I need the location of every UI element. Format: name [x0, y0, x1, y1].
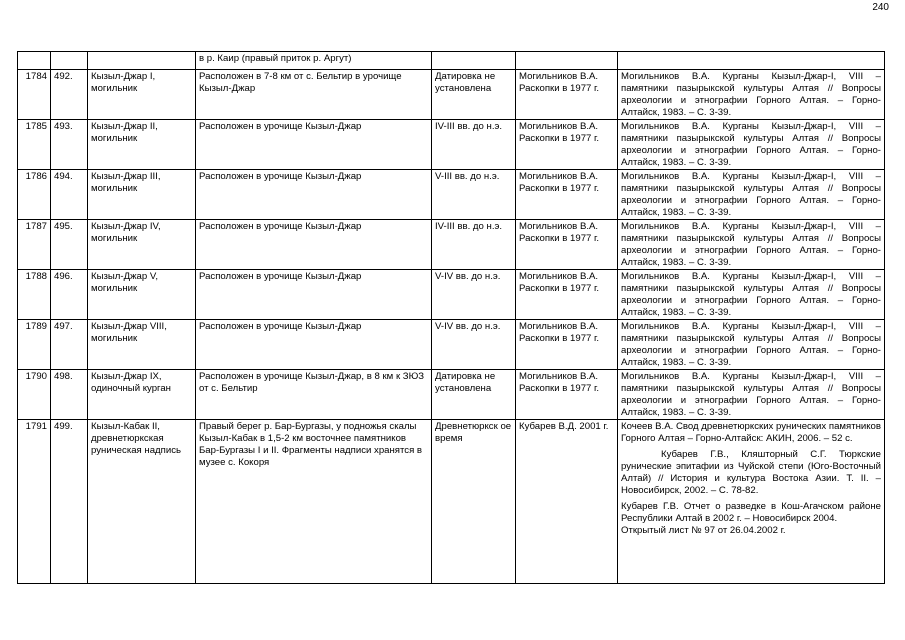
- cell-references: Могильников В.А. Курганы Кызыл-Джар-I, VIII – памятники пазырыкской культуры Алтая // Вопросы археологии и этнографии Горного Алтая. – Горно-Алтайск, 1983. – С. 3-39.: [618, 220, 885, 270]
- cell-global-number: 1786: [18, 170, 51, 220]
- cell-location: Расположен в урочище Кызыл-Джар: [196, 220, 432, 270]
- table-row: [18, 320, 885, 370]
- cell-site-name: Кызыл-Кабак II, древнетюркская руническая надпись: [88, 420, 196, 584]
- registry-table: [17, 51, 885, 584]
- table-row: [18, 420, 885, 584]
- cell-local-number: 498.: [51, 370, 88, 420]
- cell-location: Расположен в урочище Кызыл-Джар: [196, 270, 432, 320]
- cell-dating: IV-III вв. до н.э.: [432, 220, 516, 270]
- cell-researcher: Могильников В.А. Раскопки в 1977 г.: [516, 220, 618, 270]
- cell-dating: Древнетюркск ое время: [432, 420, 516, 584]
- cell-dating: V-IV вв. до н.э.: [432, 320, 516, 370]
- cell-location: Правый берег р. Бар-Бургазы, у подножья скалы Кызыл-Кабак в 1,5-2 км восточнее памятников Бар-Бургазы I и II. Фрагменты надписи хранятся в музее с. Кокоря: [196, 420, 432, 584]
- cell-location: Расположен в урочище Кызыл-Джар: [196, 170, 432, 220]
- cell-empty: [88, 52, 196, 70]
- cell-site-name: Кызыл-Джар II, могильник: [88, 120, 196, 170]
- cell-global-number: 1789: [18, 320, 51, 370]
- table-row: [18, 120, 885, 170]
- cell-global-number: 1784: [18, 70, 51, 120]
- cell-references: Могильников В.А. Курганы Кызыл-Джар-I, VIII – памятники пазырыкской культуры Алтая // Вопросы археологии и этнографии Горного Алтая. – Горно-Алтайск, 1983. – С. 3-39.: [618, 120, 885, 170]
- cell-dating: V-IV вв. до н.э.: [432, 270, 516, 320]
- cell-empty: [51, 52, 88, 70]
- cell-local-number: 497.: [51, 320, 88, 370]
- cell-dating: IV-III вв. до н.э.: [432, 120, 516, 170]
- table-row-continuation: [18, 52, 885, 70]
- cell-site-name: Кызыл-Джар V, могильник: [88, 270, 196, 320]
- table-row: [18, 370, 885, 420]
- cell-dating: Датировка не установлена: [432, 70, 516, 120]
- cell-local-number: 492.: [51, 70, 88, 120]
- cell-global-number: 1787: [18, 220, 51, 270]
- cell-location: Расположен в урочище Кызыл-Джар, в 8 км к ЗЮЗ от с. Бельтир: [196, 370, 432, 420]
- reference-entry: Кубарев Г.В., Кляшторный С.Г. Тюркские рунические эпитафии из Чуйской степи (Юго-Восточный Алтай) // История и культура Востока Азии. Т. II. – Новосибирск, 2002. – С. 78-82.: [621, 449, 881, 496]
- cell-global-number: 1788: [18, 270, 51, 320]
- cell-site-name: Кызыл-Джар VIII, могильник: [88, 320, 196, 370]
- cell-references: Могильников В.А. Курганы Кызыл-Джар-I, VIII – памятники пазырыкской культуры Алтая // Вопросы археологии и этнографии Горного Алтая. – Горно-Алтайск, 1983. – С. 3-39.: [618, 370, 885, 420]
- cell-references: [618, 420, 885, 584]
- reference-entry: Кочеев В.А. Свод древнетюркских рунических памятников Горного Алтая – Горно-Алтайск: АКИН, 2006. – 52 с.: [621, 421, 881, 444]
- cell-researcher: Могильников В.А. Раскопки в 1977 г.: [516, 70, 618, 120]
- cell-global-number: 1785: [18, 120, 51, 170]
- cell-references: Могильников В.А. Курганы Кызыл-Джар-I, VIII – памятники пазырыкской культуры Алтая // Вопросы археологии и этнографии Горного Алтая. – Горно-Алтайск, 1983. – С. 3-39.: [618, 270, 885, 320]
- cell-references: Могильников В.А. Курганы Кызыл-Джар-I, VIII – памятники пазырыкской культуры Алтая // Вопросы археологии и этнографии Горного Алтая. – Горно-Алтайск, 1983. – С. 3-39.: [618, 70, 885, 120]
- cell-empty: [516, 52, 618, 70]
- cell-researcher: Могильников В.А. Раскопки в 1977 г.: [516, 270, 618, 320]
- table-row: [18, 70, 885, 120]
- cell-dating: V-III вв. до н.э.: [432, 170, 516, 220]
- cell-site-name: Кызыл-Джар IX, одиночный курган: [88, 370, 196, 420]
- cell-local-number: 496.: [51, 270, 88, 320]
- cell-local-number: 499.: [51, 420, 88, 584]
- cell-empty: [618, 52, 885, 70]
- page-number: 240: [872, 2, 889, 13]
- cell-global-number: 1791: [18, 420, 51, 584]
- reference-entry: Открытый лист № 97 от 26.04.2002 г.: [621, 525, 786, 536]
- cell-global-number: 1790: [18, 370, 51, 420]
- cell-researcher: Могильников В.А. Раскопки в 1977 г.: [516, 370, 618, 420]
- cell-empty: [432, 52, 516, 70]
- cell-site-name: Кызыл-Джар IV, могильник: [88, 220, 196, 270]
- cell-location: Расположен в урочище Кызыл-Джар: [196, 120, 432, 170]
- cell-site-name: Кызыл-Джар III, могильник: [88, 170, 196, 220]
- cell-local-number: 495.: [51, 220, 88, 270]
- cell-researcher: Могильников В.А. Раскопки в 1977 г.: [516, 170, 618, 220]
- cell-researcher: Могильников В.А. Раскопки в 1977 г.: [516, 120, 618, 170]
- cell-references: Могильников В.А. Курганы Кызыл-Джар-I, VIII – памятники пазырыкской культуры Алтая // Вопросы археологии и этнографии Горного Алтая. – Горно-Алтайск, 1983. – С. 3-39.: [618, 170, 885, 220]
- cell-location: Расположен в урочище Кызыл-Джар: [196, 320, 432, 370]
- table-row: [18, 170, 885, 220]
- cell-location: Расположен в 7-8 км от с. Бельтир в урочище Кызыл-Джар: [196, 70, 432, 120]
- cell-local-number: 494.: [51, 170, 88, 220]
- cell-empty: [18, 52, 51, 70]
- cell-dating: Датировка не установлена: [432, 370, 516, 420]
- cell-researcher: Могильников В.А. Раскопки в 1977 г.: [516, 320, 618, 370]
- table-row: [18, 220, 885, 270]
- table-row: [18, 270, 885, 320]
- reference-entry: Кубарев Г.В. Отчет о разведке в Кош-Агачском районе Республики Алтай в 2002 г. – Новосибирск 2004.: [621, 501, 881, 524]
- cell-references: Могильников В.А. Курганы Кызыл-Джар-I, VIII – памятники пазырыкской культуры Алтая // Вопросы археологии и этнографии Горного Алтая. – Горно-Алтайск, 1983. – С. 3-39.: [618, 320, 885, 370]
- cell-researcher: Кубарев В.Д. 2001 г.: [516, 420, 618, 584]
- cell-local-number: 493.: [51, 120, 88, 170]
- cell-site-name: Кызыл-Джар I, могильник: [88, 70, 196, 120]
- cell-location: в р. Каир (правый приток р. Аргут): [196, 52, 432, 70]
